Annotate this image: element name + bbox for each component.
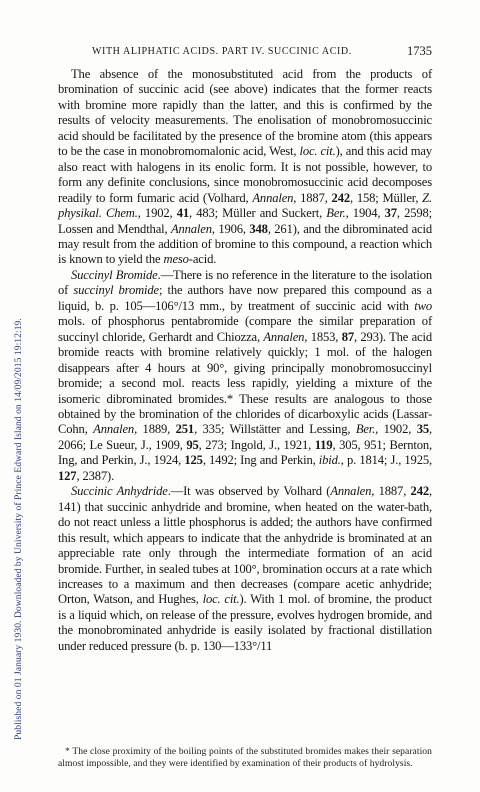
- text-run: , 1889,: [134, 422, 176, 437]
- volume-number: 87: [341, 329, 354, 344]
- paragraph-succinyl-bromide: [58, 268, 432, 484]
- text-run: , 335; Willstätter and Lessing,: [194, 422, 356, 437]
- volume-number: 348: [249, 221, 268, 236]
- text-run: , 1902,: [137, 206, 177, 221]
- page-number: 1735: [407, 44, 432, 58]
- text-run: , 2598; Lossen and Mendthal,: [58, 206, 433, 236]
- italic-text: Annalen: [170, 221, 212, 236]
- text-run: , 483; Müller and Suckert,: [189, 206, 327, 221]
- text-run: .—It was observed by Volhard (: [167, 484, 331, 499]
- italic-text: Z. physikal. Chem.: [58, 190, 432, 221]
- page-header: [58, 44, 432, 60]
- text-run: , p. 1814; J., 1925,: [340, 453, 432, 468]
- italic-text: meso: [163, 252, 189, 267]
- download-provenance-note: Published on 01 January 1930. Downloaded by University of Prince Edward Island on 14/09/2015 19:12:19.: [13, 318, 24, 740]
- text-run: The absence of the monosubstituted acid from the products of bromination of succinic acid (see above) indicates that the former reacts with bromine more rapidly than the latter, and this is confirmed by the results of velocity measurements. The enolisation of monobromosuccinic acid should be facilitated by the presence of the bromine atom (this appears to be the case in monobromomalonic acid, West,: [58, 67, 432, 159]
- footnote-text: * The close proximity of the boiling points of the substituted bromides makes their separation almost impossible, and they were identified by examination of their products of hydrolysis.: [58, 746, 432, 770]
- text-run: mols. of phosphorus pentabromide (compare the similar preparation of succinyl chloride, Gerhardt and Chiozza,: [58, 314, 432, 344]
- text-run: .—There is no reference in the literature to the isolation of: [58, 267, 432, 298]
- italic-text: two: [414, 298, 432, 313]
- volume-number: 251: [175, 422, 195, 437]
- paragraph-succinic-anhydride: [58, 484, 432, 654]
- text-run: , 1887,: [293, 190, 332, 205]
- footnote: [58, 746, 432, 771]
- italic-text: Annalen: [93, 422, 135, 437]
- italic-text: Ber.: [326, 206, 346, 221]
- volume-number: 125: [184, 453, 203, 468]
- text-run: ), and this acid may also react with halogens in its enolic form. It is not possible, however, to form any definite conclusions, since monobromosuccinic acid decomposes readily to form fumaric acid (Volhard,: [58, 144, 432, 205]
- italic-text: loc. cit.: [202, 592, 240, 607]
- volume-number: 127: [58, 468, 77, 483]
- article-body: [58, 67, 432, 654]
- text-run: , 305, 951; Bernton, Ing, and Perkin, J., 1924,: [58, 437, 433, 468]
- text-run: , 158; Müller,: [350, 190, 423, 205]
- text-run: ). With 1 mol. of bromine, the product is a liquid which, on release of the pressure, evolves hydrogen bromide, and the monobrominated anhydride is easily isolated by fractional distillation under reduced pressure (b. p. 130—133°/11: [58, 592, 432, 653]
- italic-text: Ber.: [355, 422, 376, 437]
- text-run: , 293). The acid bromide reacts with bromine relatively quickly; 1 mol. of the halogen disappears after 4 hours at 90°, giving principally monobromosuccinyl bromide; a second mol. reacts less rapidly, yielding a mixture of the isomeric dibrominated bromides.* These results are analogous to those obtained by the bromination of the chlorides of dicarboxylic acids (Lassar-Cohn,: [58, 329, 432, 437]
- volume-number: 242: [410, 484, 429, 499]
- italic-text: succinyl bromide: [73, 283, 159, 298]
- italic-text: loc. cit.: [299, 144, 336, 159]
- paragraph-enolisation: [58, 67, 432, 268]
- text-run: , 2387).: [76, 468, 115, 483]
- volume-number: 41: [176, 206, 190, 221]
- text-run: , 1887,: [371, 484, 411, 499]
- volume-number: 119: [314, 437, 333, 452]
- text-run: ; the authors have now prepared this compound as a liquid, b. p. 105—106°/13 mm., by treatment of succinic acid with: [58, 283, 432, 313]
- text-run: , 1853,: [304, 329, 342, 344]
- italic-text: Annalen: [263, 329, 305, 344]
- italic-text: Succinic Anhydride: [71, 484, 168, 499]
- volume-number: 95: [186, 437, 199, 452]
- italic-text: Annalen: [252, 190, 294, 205]
- text-run: , 1904,: [345, 206, 385, 221]
- text-run: , 1906,: [211, 221, 250, 236]
- italic-text: Succinyl Bromide: [71, 267, 158, 282]
- text-run: , 1902,: [375, 422, 417, 437]
- text-run: , 1492; Ing and Perkin,: [202, 453, 319, 468]
- text-run: -acid.: [188, 252, 217, 267]
- text-run: , 273; Ingold, J., 1921,: [198, 437, 315, 452]
- text-run: , 261), and the dibrominated acid may result from the addition of bromine to this compound, a reaction which is known to yield the: [58, 221, 432, 267]
- italic-text: ibid.: [318, 453, 341, 468]
- italic-text: Annalen: [330, 484, 372, 499]
- volume-number: 35: [416, 422, 429, 437]
- text-run: , 141) that succinic anhydride and bromine, when heated on the water-bath, do not react unless a little phosphorus is added; the authors have confirmed this result, which appears to indicate that the anhydride is brominated at an appreciable rate only through the intermediate formation of an acid bromide. Further, in sealed tubes at 100°, bromination occurs at a rate which increases to a maximum and then decreases (compare acetic anhydride; Orton, Watson, and Hughes,: [58, 484, 432, 607]
- volume-number: 242: [331, 190, 350, 205]
- running-head: WITH ALIPHATIC ACIDS. PART IV. SUCCINIC ACID.: [92, 46, 352, 57]
- text-run: , 2066; Le Sueur, J., 1909,: [58, 422, 432, 452]
- volume-number: 37: [384, 206, 397, 221]
